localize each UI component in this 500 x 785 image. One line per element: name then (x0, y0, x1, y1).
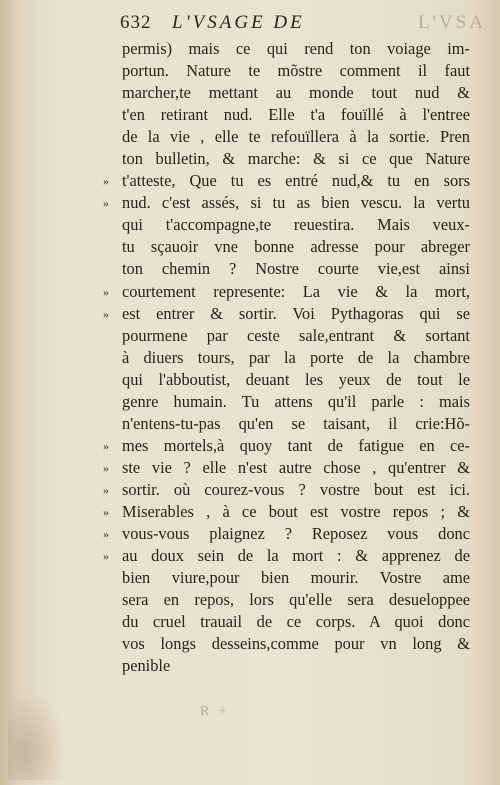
line-text: t'atteste, Que tu es entré nud,& tu en sors (122, 171, 470, 191)
line-text: du cruel trauail de ce corps. A quoi donc (122, 612, 470, 632)
quotation-mark: » (103, 460, 109, 475)
line-text: pourmene par ceste sale,entrant & sortant (122, 325, 470, 345)
line-text: marcher,te mettant au monde tout nud & (122, 83, 470, 103)
line-text: qui l'abboutist, deuant les yeux de tout le (122, 369, 470, 389)
quotation-mark: » (103, 482, 109, 497)
line-text: ton bulletin, & marche: & si ce que Nature (122, 149, 470, 169)
page-number: 632 (120, 12, 152, 33)
line-text: permis) mais ce qui rend ton voiage im- (122, 39, 470, 58)
line-text: à diuers tours, par la porte de la chambre (122, 347, 470, 367)
line-text: mes mortels,à quoy tant de fatigue en ce- (122, 435, 470, 455)
quotation-mark: » (103, 174, 109, 189)
line-text: tu sçauoir vne bonne adresse pour abreger (122, 237, 470, 257)
bleed-through-text: L'VSA (417, 12, 486, 33)
body-text (103, 38, 470, 677)
quotation-mark: » (103, 504, 109, 519)
quotation-mark: » (103, 284, 109, 299)
running-head (120, 12, 486, 36)
text-line (122, 567, 470, 589)
text-line (122, 60, 470, 82)
line-text: n'entens-tu-pas qu'en se taisant, il crie:Hõ- (122, 413, 470, 433)
quotation-mark: » (103, 527, 109, 542)
text-line (122, 126, 470, 148)
text-line (122, 104, 470, 126)
line-text: vous-vous plaignez ? Reposez vous donc (122, 524, 470, 544)
text-line (122, 82, 470, 104)
text-line (122, 589, 470, 611)
quotation-mark: » (103, 196, 109, 211)
text-line (122, 369, 470, 391)
text-line (122, 413, 470, 435)
text-line (122, 633, 470, 655)
text-line (103, 501, 470, 523)
line-text: t'en retirant nud. Elle t'a fouïllé à l'entree (122, 105, 470, 125)
line-text: sera en repos, lors qu'elle sera desueloppee (122, 590, 470, 610)
text-line (103, 192, 470, 214)
line-text: genre humain. Tu attens qu'il parle : mais (122, 391, 470, 411)
line-text: ste vie ? elle n'est autre chose , qu'entrer & (122, 457, 470, 477)
text-line (122, 38, 470, 60)
text-line (103, 479, 470, 501)
line-text: vos longs desseins,comme pour vn long & (122, 634, 470, 654)
text-line (103, 435, 470, 457)
line-text: penible (122, 656, 171, 676)
text-line (122, 214, 470, 236)
bleed-through-footer: R + (200, 704, 230, 719)
quotation-mark: » (103, 306, 109, 321)
text-line (122, 236, 470, 258)
line-text: portun. Nature te mõstre comment il faut (122, 61, 470, 81)
text-line (103, 170, 470, 192)
text-line (122, 325, 470, 347)
text-line (122, 611, 470, 633)
text-line (103, 281, 470, 303)
quotation-mark: » (103, 438, 109, 453)
text-line (103, 545, 470, 567)
text-line (122, 391, 470, 413)
line-text: courtement represente: La vie & la mort, (122, 281, 470, 301)
line-text: sortir. où courez-vous ? vostre bout est ici. (122, 479, 470, 499)
text-line (103, 303, 470, 325)
line-text: Miserables , à ce bout est vostre repos ; & (122, 501, 470, 521)
running-title: L'VSAGE DE (172, 12, 305, 33)
line-text: bien viure,pour bien mourir. Vostre ame (122, 568, 470, 588)
text-line (103, 457, 470, 479)
line-text: est entrer & sortir. Voi Pythagoras qui se (122, 303, 470, 323)
text-line (122, 258, 470, 280)
line-text: de la vie , elle te refouïllera à la sortie. Pren (122, 127, 470, 147)
paper-stain (8, 690, 68, 780)
line-text: au doux sein de la mort : & apprenez de (122, 546, 470, 566)
text-line (103, 523, 470, 545)
line-text: ton chemin ? Nostre courte vie,est ainsi (122, 259, 470, 279)
quotation-mark: » (103, 549, 109, 564)
text-line (122, 148, 470, 170)
text-line (122, 655, 470, 677)
line-text: nud. c'est assés, si tu as bien vescu. la vertu (122, 193, 470, 213)
line-text: qui t'accompagne,te reuestira. Mais veux- (122, 215, 470, 235)
text-line (122, 347, 470, 369)
